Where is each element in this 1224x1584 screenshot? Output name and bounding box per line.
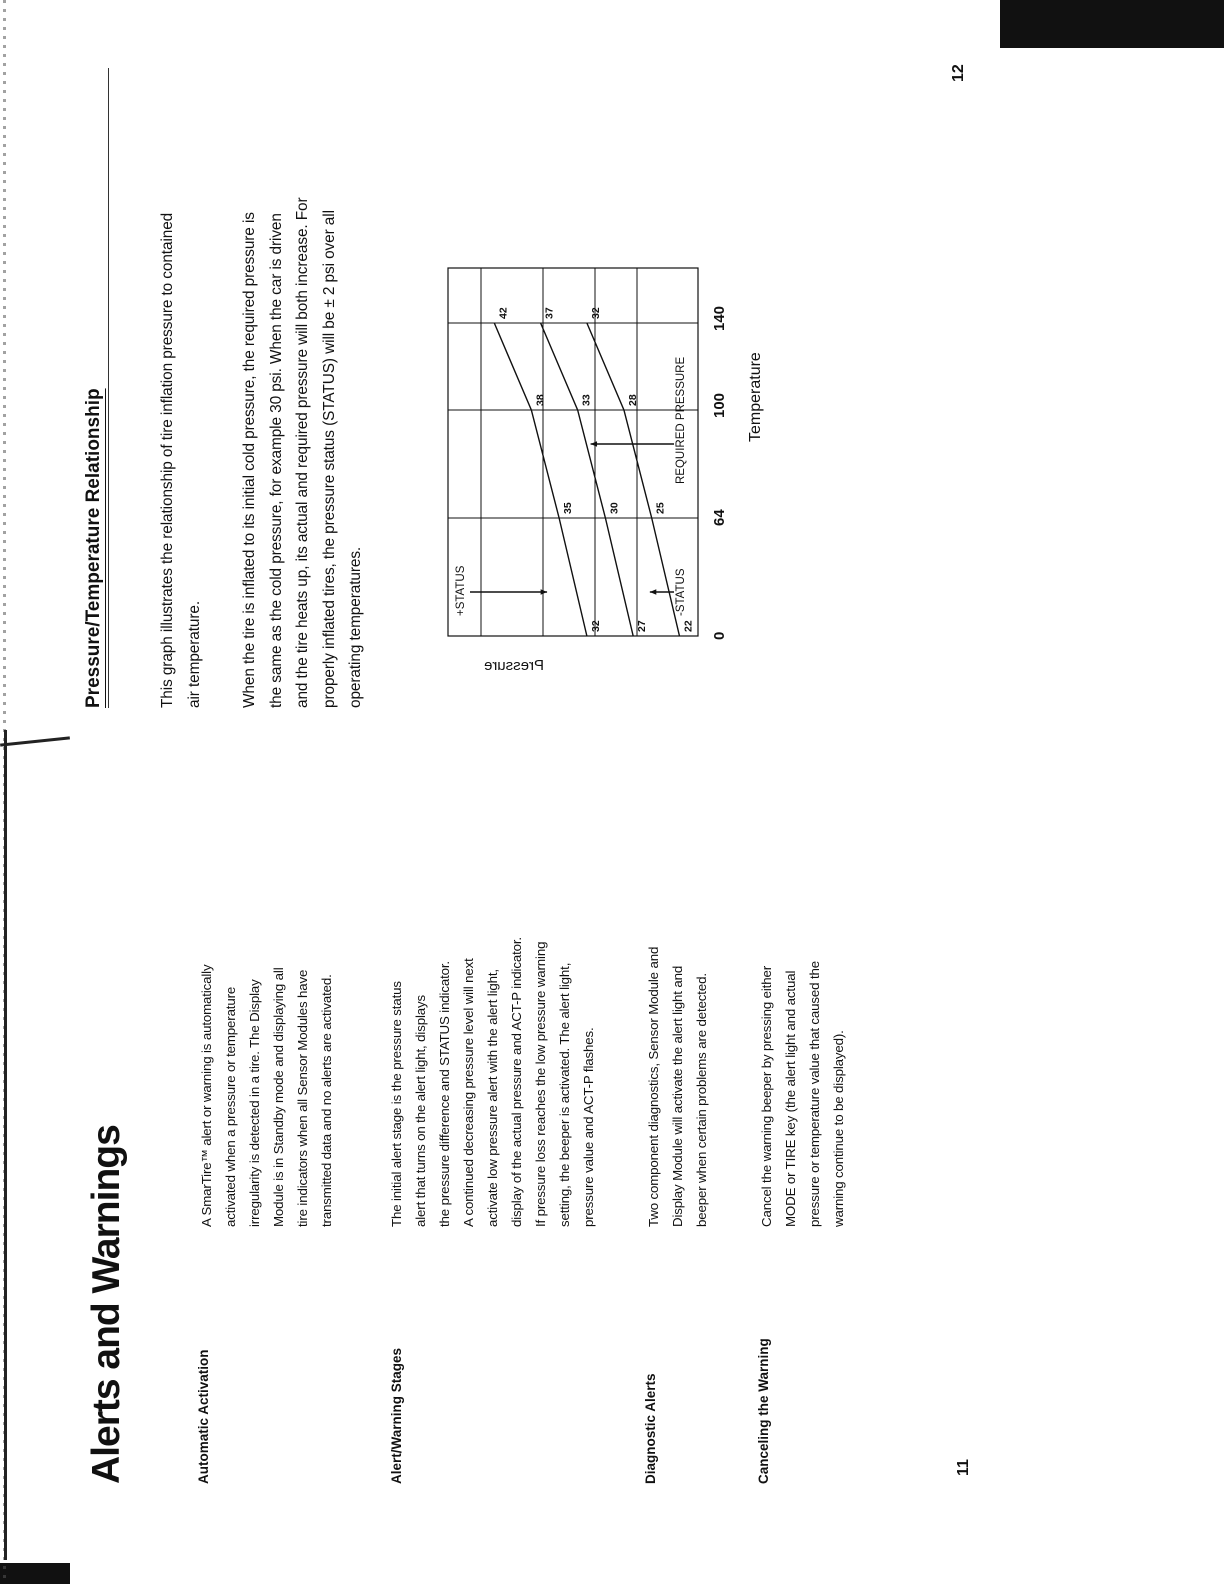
chart-point-label: 30 xyxy=(608,502,621,514)
chart-point-label: 25 xyxy=(654,502,667,514)
chart-point-label: 28 xyxy=(626,394,639,406)
text-alert-warning-stages: The initial alert stage is the pressure status alert that turns on the alert light, displays the pressure difference and STATUS indicator. A continued decreasing pressure level will next activate low pressure alert with the alert light, display of the actual pressure and ACT-P indicator. If pressure loss reaches the low pressure warning setting, the beeper is activated. The alert light, pressure value and ACT-P flashes. xyxy=(389,937,596,1227)
page-number-right: 12 xyxy=(950,64,967,82)
chart-point-label: 37 xyxy=(543,307,556,319)
chart-point-label: 32 xyxy=(589,620,602,632)
chart-x-tick-label: 140 xyxy=(711,305,728,331)
chart-y-axis-label: Pressure xyxy=(483,657,544,674)
chart-point-label: 42 xyxy=(497,307,510,319)
chart-x-tick-label: 64 xyxy=(711,509,728,526)
heading-diagnostic-alerts: Diagnostic Alerts xyxy=(643,1373,658,1484)
heading-automatic-activation: Automatic Activation xyxy=(196,1349,211,1484)
text-intro: This graph illustrates the relationship of tire inflation pressure to contained air temperature. xyxy=(159,212,203,708)
page-title-pressure-temperature: Pressure/Temperature Relationship xyxy=(83,388,104,708)
title-rule xyxy=(108,68,109,708)
chart-x-tick-label: 100 xyxy=(711,392,728,418)
text-explanation: When the tire is inflated to its initial cold pressure, the required pressure is the same as the cold pressure, for example 30 psi. When the car is driven and the tire heats up, its actual and required pressure will both increase. For properly inflated tires, the pressure status (STATUS) will be ± 2 psi over all operating temperatures. xyxy=(241,197,364,708)
heading-canceling-warning: Canceling the Warning xyxy=(756,1338,771,1484)
annotation-plus-status-arrow-head xyxy=(541,589,547,594)
text-diagnostic-alerts: Two component diagnostics, Sensor Module and Display Module will activate the alert light and beeper when certain problems are detected. xyxy=(646,946,709,1227)
page-number-left: 11 xyxy=(955,1459,972,1476)
chart-series-line xyxy=(494,323,587,636)
chart-point-label: 38 xyxy=(534,394,547,406)
text-canceling-warning: Cancel the warning beeper by pressing either MODE or TIRE key (the alert light and actual pressure or temperature value that caused the warning continue to be displayed). xyxy=(759,961,846,1227)
heading-alert-warning-stages: Alert/Warning Stages xyxy=(389,1347,404,1484)
chart-point-label: 33 xyxy=(580,394,593,406)
chart-point-label: 22 xyxy=(682,620,695,632)
annotation-plus-status: +STATUS xyxy=(455,565,467,616)
page-title-alerts: Alerts and Warnings xyxy=(85,1125,128,1484)
chart-point-label: 35 xyxy=(562,502,575,514)
text-automatic-activation: A SmarTire™ alert or warning is automatically activated when a pressure or temperature irregularity is detected in a tire. The Display Module is in Standby mode and displaying all tire indicators when all Sensor Modules have transmitted data and no alerts are activated. xyxy=(199,964,334,1227)
chart-series-line xyxy=(541,323,634,636)
pressure-temperature-chart xyxy=(440,248,820,708)
chart-x-tick-label: 0 xyxy=(711,631,728,640)
annotation-minus-status: -STATUS xyxy=(675,568,687,616)
chart-series-line xyxy=(587,323,680,636)
chart-x-axis-label: Temperature xyxy=(747,352,764,442)
annotation-required-pressure: REQUIRED PRESSURE xyxy=(675,356,687,484)
annotation-required-pressure-arrow-head xyxy=(591,441,597,446)
annotation-minus-status-arrow-head xyxy=(650,589,656,594)
chart-point-label: 27 xyxy=(636,620,649,632)
chart-point-label: 32 xyxy=(589,307,602,319)
